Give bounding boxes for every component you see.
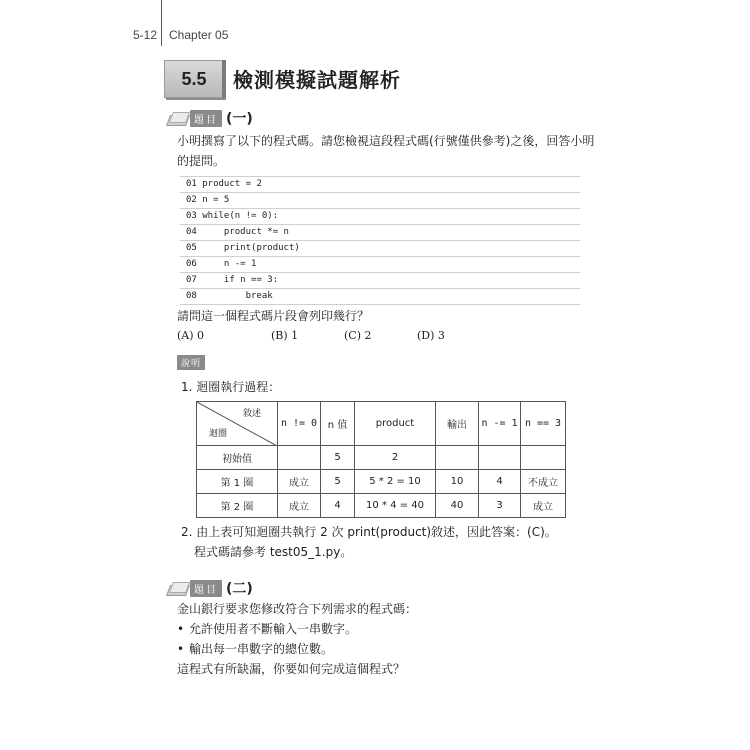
question-label: 題目 [190,110,222,127]
code-line: 08 break [180,288,580,305]
table-cell: 5 * 2 = 10 [355,470,436,494]
row-label: 第 2 圈 [197,494,278,518]
table-cell: 2 [355,446,436,470]
table-row [197,446,566,470]
list-item [177,639,597,659]
question-1-tag [168,108,253,128]
code-line: 03 while(n != 0): [180,208,580,224]
step-2-line-1: 2. 由上表可知迴圈共執行 2 次 print(product)敘述，因此答案：(C)。 [181,525,557,539]
question-2-closing: 這程式有所缺漏，你要如何完成這個程式？ [177,662,406,676]
bullet-text: 允許使用者不斷輸入一串數字。 [189,622,358,636]
book-icon [168,581,188,595]
code-line: 05 print(product) [180,240,580,256]
table-header-cell: n -= 1 [479,402,521,446]
step-2-line-2: 程式碼請參考 test05_1.py。 [194,545,353,559]
bullet-icon: • [177,642,185,656]
question-2-tag [168,578,253,598]
table-cell: 40 [436,494,479,518]
option-c: (C) 2 [344,329,372,342]
table-row [197,494,566,518]
explanation-step-1: 1. 迴圈執行過程： [181,380,281,394]
section-number-box [164,60,224,98]
code-line: 02 n = 5 [180,192,580,208]
table-header-row [197,402,566,446]
section-number: 5.5 [181,68,207,89]
table-cell [278,446,321,470]
table-cell: 4 [479,470,521,494]
table-cell: 5 [321,446,355,470]
code-block [180,176,580,305]
table-cell [436,446,479,470]
table-header-cell: n != 0 [278,402,321,446]
table-cell: 10 [436,470,479,494]
book-icon [168,111,188,125]
header-divider [161,0,162,46]
bullet-text: 輸出每一串數字的總位數。 [189,642,334,656]
code-line: 06 n -= 1 [180,256,580,272]
diagonal-line [197,402,277,446]
table-row [197,470,566,494]
table-cell: 3 [479,494,521,518]
section-title-bar [222,60,226,98]
code-line: 01 product = 2 [180,176,580,192]
table-header-cell: n 值 [321,402,355,446]
option-a: (A) 0 [177,329,205,342]
question-2-intro: 金山銀行要求您修改符合下列需求的程式碼： [177,602,418,616]
corner-bottom-label: 迴圈 [209,429,228,439]
intro-line-1: 小明撰寫了以下的程式碼。請您檢視這段程式碼(行號僅供參考)之後，回答小明 [177,134,595,148]
explanation-step-2 [181,522,601,562]
question-number: (二) [226,581,253,597]
page-number: 5-12 [133,28,158,42]
option-b: (B) 1 [271,329,299,342]
table-cell: 成立 [278,494,321,518]
corner-top-label: 敘述 [242,409,261,419]
question-number: (一) [226,111,253,127]
table-cell: 5 [321,470,355,494]
code-line: 07 if n == 3: [180,272,580,288]
loop-trace-table [196,401,566,518]
question-label: 題目 [190,580,222,597]
option-d: (D) 3 [417,329,445,342]
table-header-cell: n == 3 [521,402,566,446]
question-text: 請問這一個程式碼片段會列印幾行？ [177,309,370,323]
table-cell: 不成立 [521,470,566,494]
table-cell [479,446,521,470]
table-cell: 成立 [521,494,566,518]
code-line: 04 product *= n [180,224,580,240]
question-1-intro [177,131,597,171]
chapter-label: Chapter 05 [169,28,229,42]
table-cell: 10 * 4 = 40 [355,494,436,518]
table-cell: 4 [321,494,355,518]
explanation-tag: 說明 [177,355,205,370]
row-label: 初始值 [197,446,278,470]
table-corner-cell [197,402,278,446]
list-item [177,619,597,639]
table-cell: 成立 [278,470,321,494]
table-cell [521,446,566,470]
row-label: 第 1 圈 [197,470,278,494]
section-title: 檢測模擬試題解析 [233,68,401,92]
intro-line-2: 的提問。 [177,154,226,168]
table-header-cell: 輸出 [436,402,479,446]
question-2-body [177,599,597,679]
table-header-cell: product [355,402,436,446]
bullet-icon: • [177,622,185,636]
